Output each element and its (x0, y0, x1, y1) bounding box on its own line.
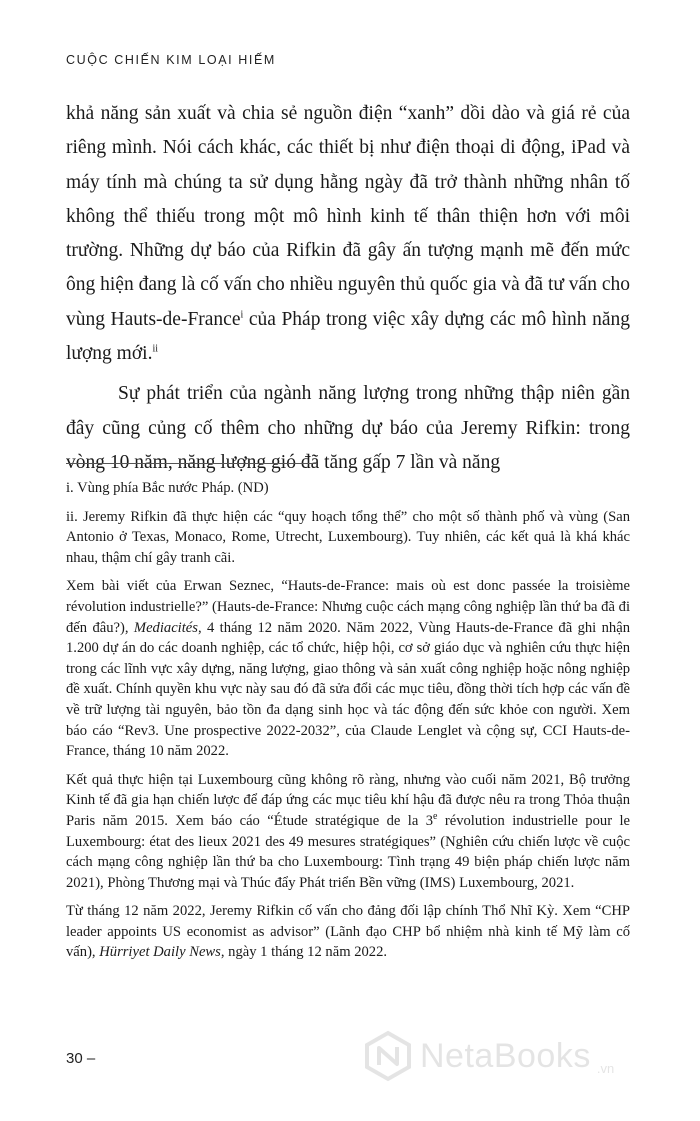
footnote-i: i. Vùng phía Bắc nước Pháp. (ND) (66, 480, 269, 496)
paragraph-1-text-cont: của Pháp trong việc xây dựng các mô hình năng lượng mới. (66, 308, 630, 365)
paragraph-1-text: khả năng sản xuất và chia sẻ nguồn điện “xanh” dồi dào và giá rẻ của riêng mình. Nói cách khác, các thiết bị như điện thoại di động, iPad và máy tính mà chúng ta sử dụng hằng ngày đã trở thành những nhân tố không thể thiếu trong một mô hình kinh tế thân thiện hơn với môi trường. Những dự báo của Rifkin đã gây ấn tượng mạnh mẽ đến mức ông hiện đang là cố vấn cho nhiều nguyên thủ quốc gia và đã tư vấn cho vùng Hauts-de-France (66, 103, 630, 330)
watermark-text: NetaBooks (420, 1036, 591, 1075)
footnote-text: Kết quả thực hiện tại Luxembourg cũng không rõ ràng, nhưng vào cuối năm 2021, Bộ trưởng Kinh tế đã gia hạn chiến lược để đáp ứng các mục tiêu khí hậu đã được nêu ra trong Thỏa thuận Paris năm 2015. Xem báo cáo “Étude stratégique de la 3 (66, 771, 630, 829)
running-header: CUỘC CHIẾN KIM LOẠI HIẾM (66, 53, 276, 67)
netabooks-logo-icon (362, 1030, 414, 1082)
footnote-ii-ref-2 (66, 770, 630, 894)
footnote-text: révolution industrielle pour le Luxembourg: état des lieux 2021 des 49 mesures stratégiques” (Nghiên cứu chiến lược về cuộc cách mạng công nghiệp lần thứ ba cho Luxembourg: Tình trạng 49 biện pháp chiến lược năm 2021), Phòng Thương mại và Thúc đẩy Phát triển Bền vững (IMS) Luxembourg, 2021. (66, 812, 630, 891)
footnote-divider (66, 463, 316, 464)
footnote-text: , ngày 1 tháng 12 năm 2022. (220, 944, 388, 961)
footnote-text: Từ tháng 12 năm 2022, Jeremy Rifkin cố vấn cho đảng đối lập chính Thổ Nhĩ Kỳ. Xem “CHP leader appoints US economist as advisor” (Lãnh đạo CHP bổ nhiệm nhà kinh tế Mỹ làm cố vấn), (66, 903, 630, 961)
footnote-ref-ii[interactable]: ii (152, 343, 159, 355)
footnote-ii-ref-1 (66, 576, 630, 761)
paragraph-2: Sự phát triển của ngành năng lượng trong những thập niên gần đây cũng củng cố thêm cho những dự báo của Jeremy Rifkin: trong vòng 10 năm, năng lượng gió đã tăng gấp 7 lần và năng (66, 383, 630, 473)
watermark-domain: .vn (596, 1061, 615, 1076)
page-number: 30 – (66, 1050, 96, 1067)
footnotes (66, 478, 630, 963)
watermark (362, 1030, 614, 1082)
footnote-ii: ii. Jeremy Rifkin đã thực hiện các “quy hoạch tổng thể” cho một số thành phố và vùng (San Antonio ở Texas, Monaco, Rome, Utrecht, Luxembourg). Tuy nhiên, các kết quả là khá khác nhau, thậm chí gây tranh cãi. (66, 508, 630, 566)
publication-title: Hürriyet Daily News (99, 944, 221, 961)
footnote-text: Xem bài viết của Erwan Seznec, “Hauts-de-France: mais où est donc passée la troisième révolution industrielle?” (Hauts-de-France: Nhưng cuộc cách mạng công nghiệp lần thứ ba đã đi đến đâu?), (66, 578, 630, 636)
footnote-ii-ref-3 (66, 901, 630, 963)
paragraph-1 (66, 97, 630, 371)
ordinal-superscript: e (433, 811, 438, 823)
footnote-text: , 4 tháng 12 năm 2020. Năm 2022, Vùng Hauts-de-France đã ghi nhận 1.200 dự án do các doanh nghiệp, các tổ chức, hiệp hội, cơ sở giáo dục và nghiên cứu thực hiện trong các lĩnh vực xây dựng, năng lượng, giao thông và sản xuất công nghiệp hoặc nông nghiệp đề xuất. Chính quyền khu vực này sau đó đã sửa đổi các mục tiêu, đồng thời tích hợp các vấn đề về trữ lượng tài nguyên, bảo tồn đa dạng sinh học và tác động đến sức khỏe con người. Xem báo cáo “Rev3. Une prospective 2022-2032”, của Claude Lenglet và cộng sự, CCI Hauts-de-France, tháng 10 năm 2022. (66, 619, 630, 760)
footnote-ref-i[interactable]: i (240, 309, 244, 321)
publication-title: Mediacités (133, 619, 198, 636)
main-text (66, 97, 630, 480)
